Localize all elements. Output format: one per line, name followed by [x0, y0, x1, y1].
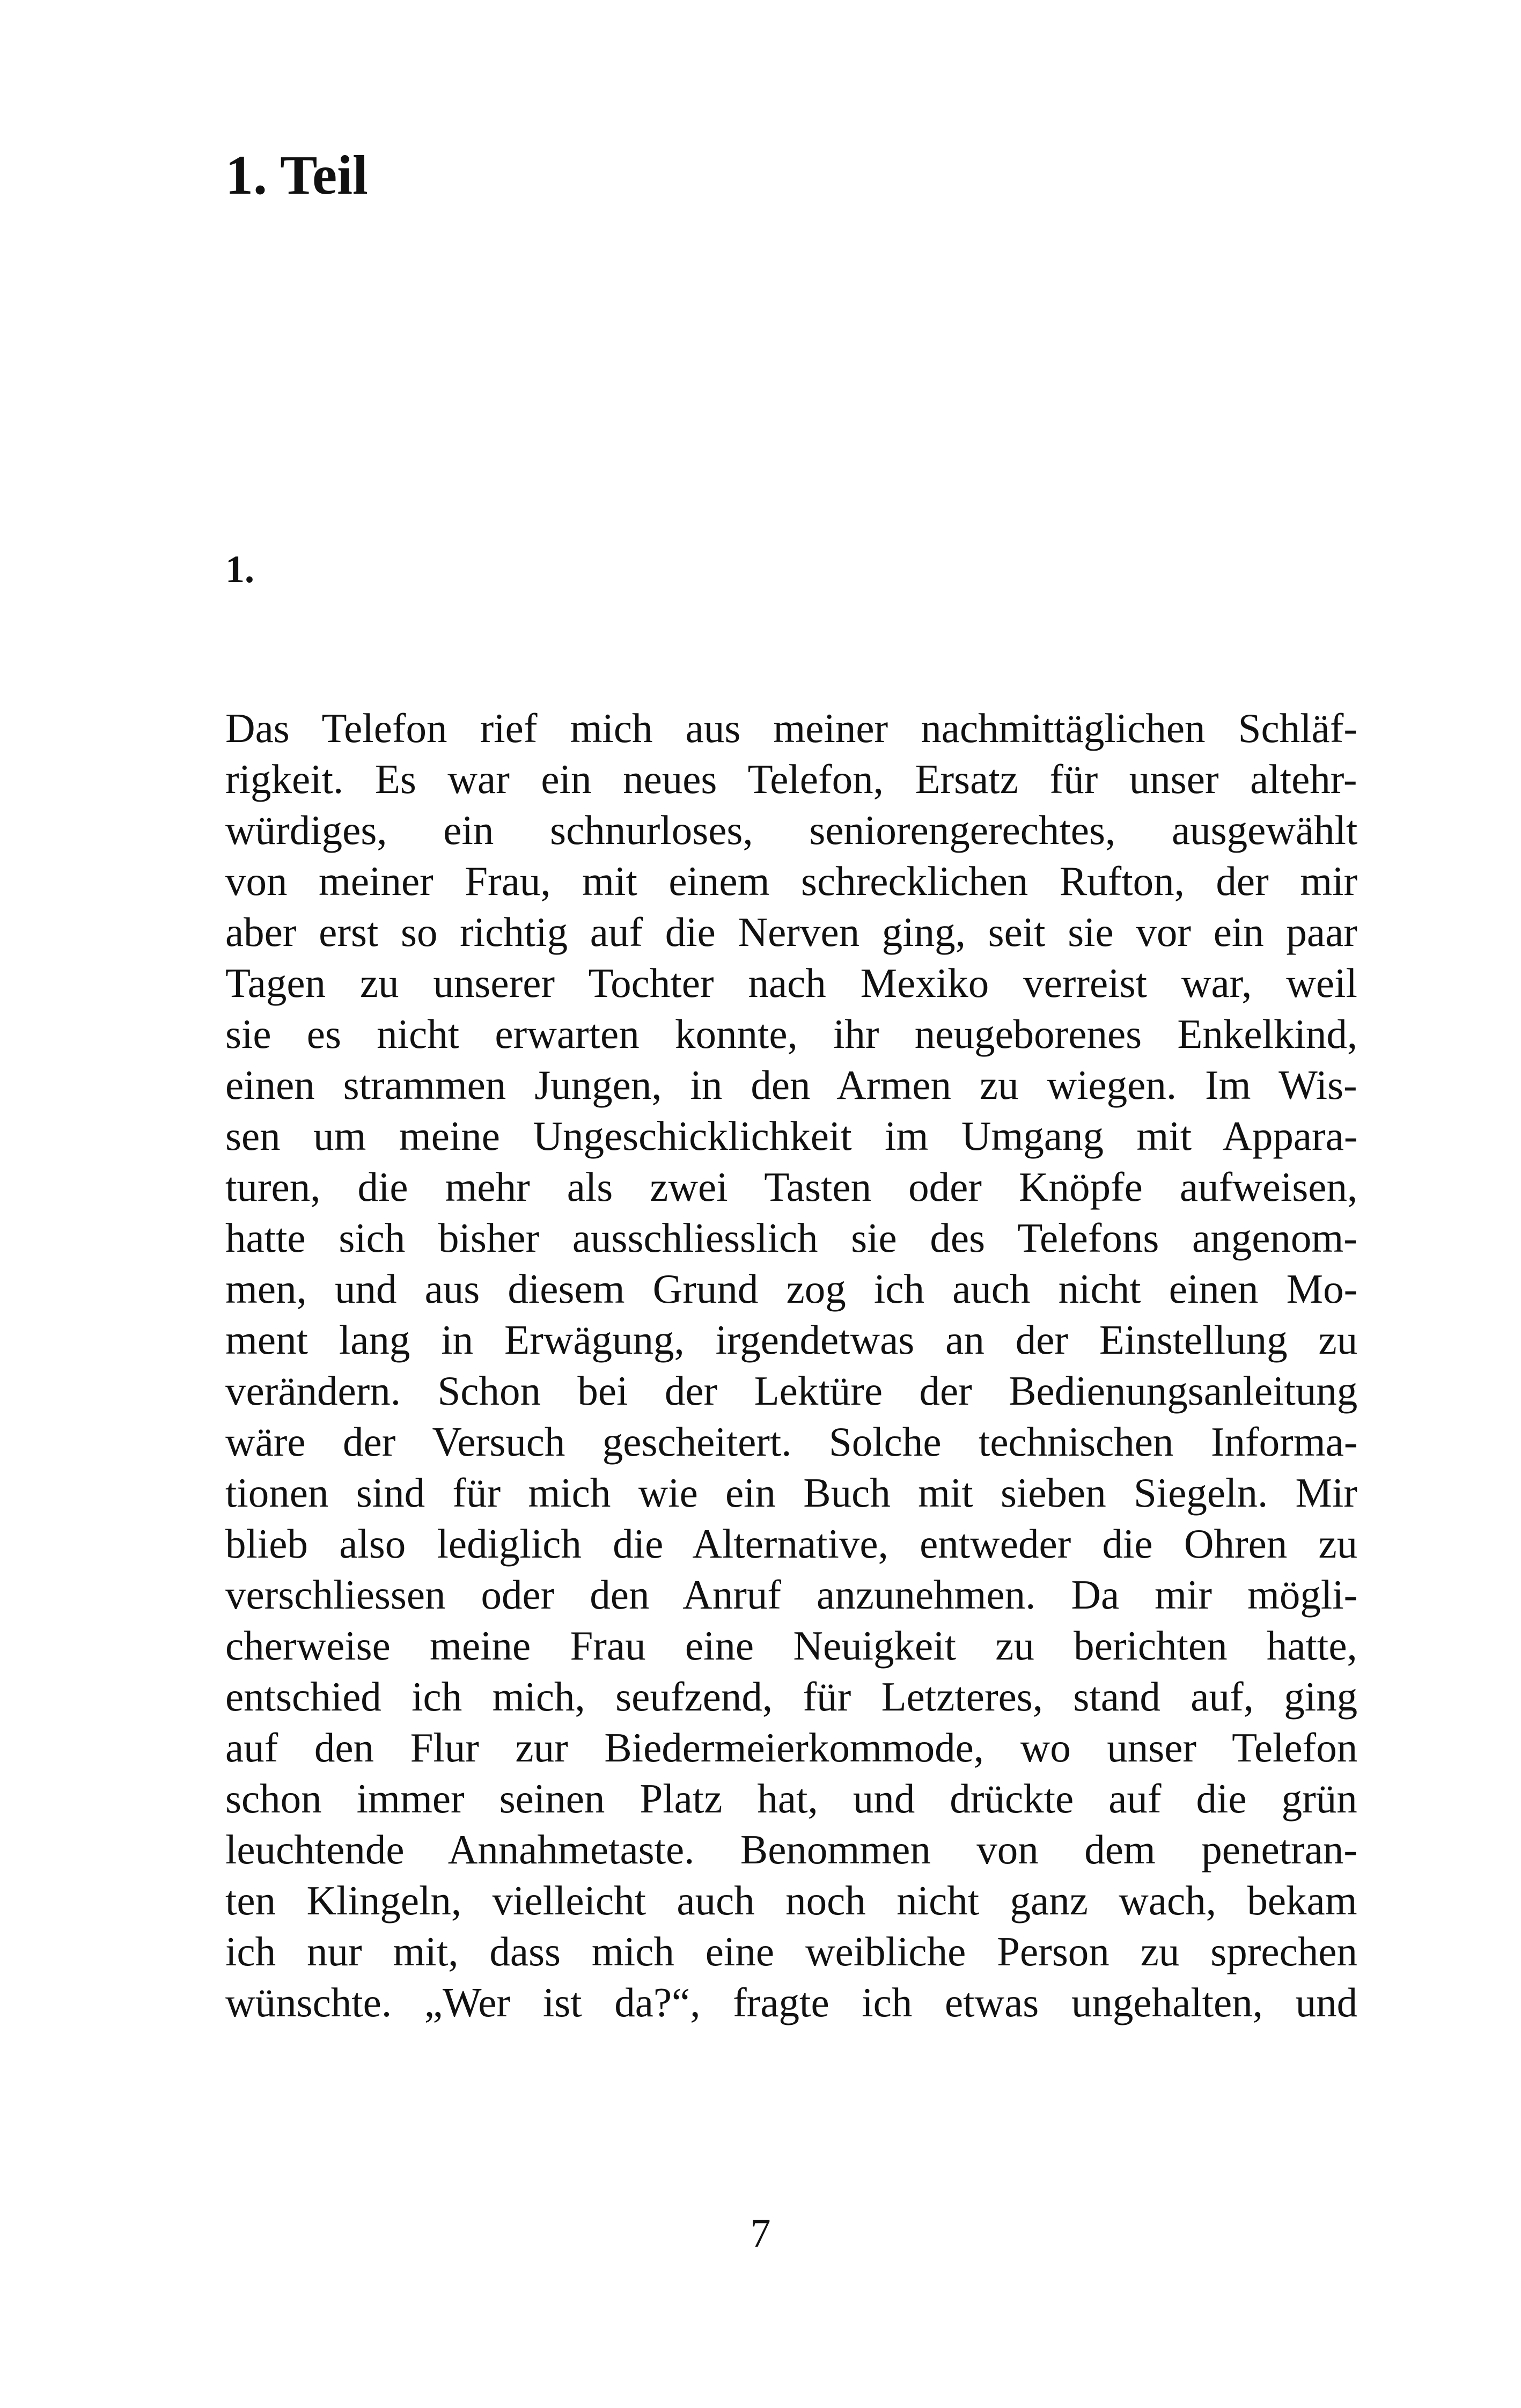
text-line: auf den Flur zur Biedermeierkommode, wo unser Telefon [225, 1724, 1358, 1771]
text-line: blieb also lediglich die Alternative, entweder die Ohren zu [225, 1521, 1358, 1567]
text-line: verändern. Schon bei der Lektüre der Bedienungsanleitung [225, 1368, 1358, 1414]
text-line: leuchtende Annahmetaste. Benommen von dem penetran- [225, 1826, 1357, 1873]
text-line: Das Telefon rief mich aus meiner nachmittäglichen Schläf- [225, 705, 1357, 751]
text-line: men, und aus diesem Grund zog ich auch nicht einen Mo- [225, 1266, 1358, 1312]
text-line: turen, die mehr als zwei Tasten oder Knöpfe aufweisen, [225, 1164, 1358, 1210]
text-line: sie es nicht erwarten konnte, ihr neugeborenes Enkelkind, [225, 1011, 1358, 1057]
chapter-number: 1. [225, 548, 254, 591]
part-title: 1. Teil [225, 144, 368, 206]
text-line: Tagen zu unserer Tochter nach Mexiko verreist war, weil [225, 960, 1357, 1006]
text-line: entschied ich mich, seufzend, für Letzteres, stand auf, ging [225, 1673, 1358, 1720]
text-line: ment lang in Erwägung, irgendetwas an der Einstellung zu [225, 1317, 1358, 1363]
text-line: ten Klingeln, vielleicht auch noch nicht ganz wach, bekam [225, 1877, 1357, 1924]
text-line: schon immer seinen Platz hat, und drückte auf die grün [225, 1775, 1357, 1822]
text-line: tionen sind für mich wie ein Buch mit sieben Siegeln. Mir [225, 1470, 1357, 1516]
text-line: würdiges, ein schnurloses, seniorengerechtes, ausgewählt [225, 807, 1358, 853]
text-line: von meiner Frau, mit einem schrecklichen Rufton, der mir [225, 858, 1358, 904]
text-line: sen um meine Ungeschicklichkeit im Umgang mit Appara- [225, 1113, 1358, 1159]
text-line: einen strammen Jungen, in den Armen zu wiegen. Im Wis- [225, 1062, 1357, 1108]
page-number: 7 [750, 2211, 771, 2256]
text-line: hatte sich bisher ausschliesslich sie des Telefons angenom- [225, 1215, 1357, 1261]
text-line: verschliessen oder den Anruf anzunehmen. Da mir mögli- [225, 1572, 1358, 1618]
body-paragraph [225, 703, 1357, 2028]
text-line: rigkeit. Es war ein neues Telefon, Ersatz für unser altehr- [225, 756, 1357, 802]
text-line: cherweise meine Frau eine Neuigkeit zu berichten hatte, [225, 1623, 1357, 1669]
text-line: ich nur mit, dass mich eine weibliche Person zu sprechen [225, 1928, 1357, 1974]
text-line: wünschte. „Wer ist da?“, fragte ich etwas ungehalten, und [225, 1979, 1358, 2025]
text-line: wäre der Versuch gescheitert. Solche technischen Informa- [225, 1419, 1358, 1465]
text-line: aber erst so richtig auf die Nerven ging, seit sie vor ein paar [225, 909, 1357, 955]
